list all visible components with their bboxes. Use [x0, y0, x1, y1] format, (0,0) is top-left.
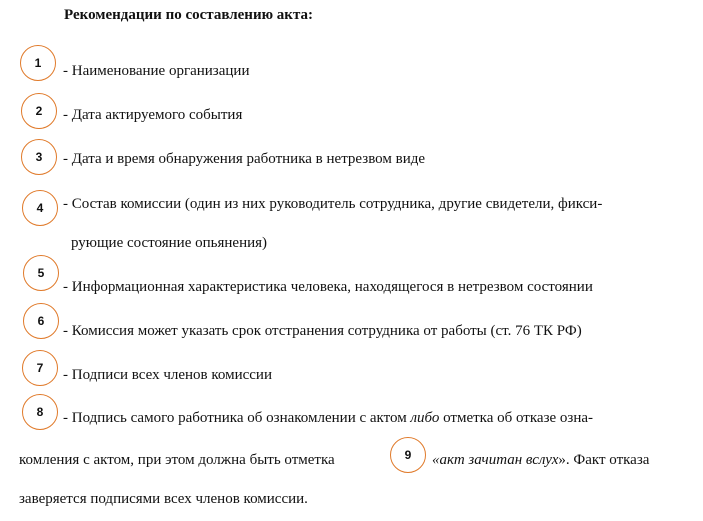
item-8-quote-open: «: [432, 452, 440, 468]
marker-6-circle: 6: [23, 303, 59, 339]
item-8-text-line-1: [63, 409, 593, 427]
item-8-text-line-2a: комления с актом, при этом должна быть отметка: [19, 452, 335, 468]
item-1-text: - Наименование организации: [63, 63, 250, 79]
marker-3-circle: 3: [21, 139, 57, 175]
marker-1-circle: 1: [20, 45, 56, 81]
item-8-text-line-2b: [432, 451, 649, 469]
item-4-text-line-1: - Состав комиссии (один из них руководитель сотрудника, другие свидетели, фикси-: [63, 196, 603, 212]
item-4-text-line-2: рующие состояние опьянения): [71, 235, 268, 251]
marker-2-circle: 2: [21, 93, 57, 129]
item-8-text-part-1: - Подпись самого работника об ознакомлении с актом: [63, 410, 411, 426]
item-8-italic-quote: акт зачитан вслух: [439, 452, 559, 468]
item-8-text-part-3: ». Факт отказа: [558, 452, 650, 468]
item-6-text: - Комиссия может указать срок отстранения сотрудника от работы (ст. 76 ТК РФ): [63, 323, 582, 339]
marker-4-circle: 4: [22, 190, 58, 226]
item-7-text: - Подписи всех членов комиссии: [63, 367, 272, 383]
page-title: Рекомендации по составлению акта:: [64, 7, 313, 23]
item-5-text: - Информационная характеристика человека, находящегося в нетрезвом состоянии: [63, 279, 593, 295]
marker-5-circle: 5: [23, 255, 59, 291]
item-8-italic-libo: либо: [410, 410, 440, 426]
marker-8-circle: 8: [22, 394, 58, 430]
item-8-text-line-3: заверяется подписями всех членов комиссии.: [19, 491, 308, 507]
item-2-text: - Дата актируемого события: [63, 107, 243, 123]
item-3-text: - Дата и время обнаружения работника в нетрезвом виде: [63, 151, 426, 167]
marker-9-circle: 9: [390, 437, 426, 473]
marker-7-circle: 7: [22, 350, 58, 386]
item-8-text-part-2: отметка об отказе озна-: [439, 410, 594, 426]
